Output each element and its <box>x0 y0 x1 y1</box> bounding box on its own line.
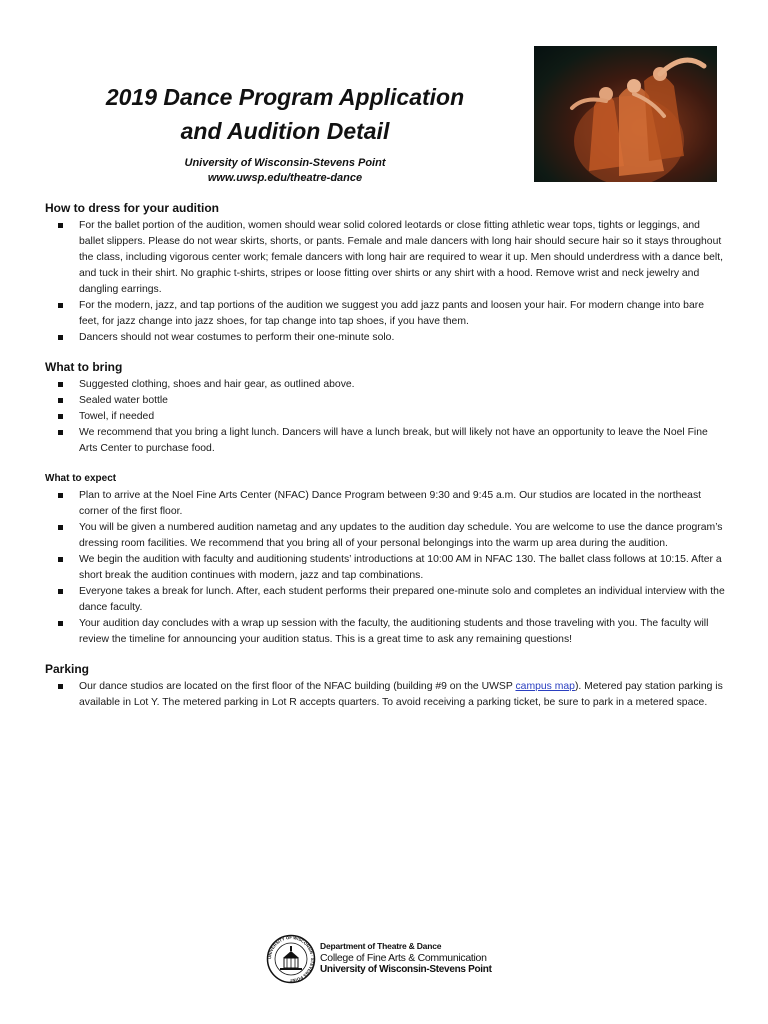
section-heading: What to bring <box>45 360 123 374</box>
university-footer-name: University of Wisconsin-Stevens Point <box>320 964 492 975</box>
bullet-icon <box>58 382 63 387</box>
bullet-icon <box>58 621 63 626</box>
list-item-text: Plan to arrive at the Noel Fine Arts Center (NFAC) Dance Program between 9:30 and 9:45 a.m. Our studios are located in the northeast corner of the first floor. <box>79 490 702 517</box>
document-title-line-1: 2019 Dance Program Application <box>105 84 465 110</box>
list-item <box>45 552 725 584</box>
bullet-icon <box>58 684 63 689</box>
bullet-list <box>45 679 725 711</box>
seal-text: UNIVERSITY OF WISCONSIN · STEVENS POINT <box>266 934 316 984</box>
bullet-list <box>45 377 725 457</box>
website-url: www.uwsp.edu/theatre-dance <box>207 172 363 184</box>
list-item-text: We begin the audition with faculty and auditioning students’ introductions at 10:00 AM in NFAC 130. The ballet class follows at 10:15. After a short break the audition continues with modern, jazz and tap combinations. <box>79 554 722 581</box>
list-item-text: You will be given a numbered audition nametag and any updates to the audition day schedule. You are welcome to use the dance program’s dressing room facilities. We recommend that you bring all of your personal belongings into the warm up area during the audition. <box>79 522 723 549</box>
list-item <box>45 409 725 425</box>
bullet-icon <box>58 398 63 403</box>
list-item-text: Dancers should not wear costumes to perform their one-minute solo. <box>79 332 395 343</box>
bullet-icon <box>58 493 63 498</box>
dancers-photo <box>534 46 717 182</box>
list-item-text: Suggested clothing, shoes and hair gear, as outlined above. <box>79 379 355 390</box>
bullet-icon <box>58 223 63 228</box>
list-item <box>45 298 725 330</box>
section-dress <box>45 200 725 346</box>
list-item <box>45 377 725 393</box>
list-item <box>45 393 725 409</box>
title-block <box>70 80 500 186</box>
list-item-text: For the ballet portion of the audition, women should wear solid colored leotards or close fitting athletic wear tops, tights or leggings, and ballet slippers. Please do not wear skirts, shorts, or pants. Female and male dancers with long hair should secure hair so it stays throughout the class, including vigorous center work; female dancers with long hair are required to wear it up. Men should underdress with a dance belt, and tuck in their shirt. No graphic t-shirts, stripes or loose fitting over shirts or any shirt with a hood. Remove wrist and neck jewelry and dangling earrings. <box>79 220 723 295</box>
list-item <box>45 330 725 346</box>
bullet-list <box>45 218 725 346</box>
list-item-text: Our dance studios are located on the first floor of the NFAC building (building #9 on the UWSP <box>79 681 516 692</box>
list-item-text: Your audition day concludes with a wrap up session with the faculty, the auditioning students and those traveling with you. The faculty will review the timeline for announcing your audition status. This is a great time to ask any remaining questions! <box>79 618 709 645</box>
university-name: University of Wisconsin-Stevens Point <box>184 157 386 169</box>
section-parking <box>45 661 725 711</box>
department-name: Department of Theatre & Dance <box>320 941 442 951</box>
bullet-icon <box>58 335 63 340</box>
section-expect <box>45 470 725 648</box>
list-item-text: For the modern, jazz, and tap portions of the audition we suggest you add jazz pants and loosen your hair. For modern change into bare feet, for jazz change into jazz shoes, for tap change into tap shoes, if you have them. <box>79 300 704 327</box>
bullet-icon <box>58 430 63 435</box>
list-item <box>45 616 725 648</box>
list-item <box>45 520 725 552</box>
list-item <box>45 488 725 520</box>
list-item-text: We recommend that you bring a light lunch. Dancers will have a lunch break, but will likely not have an opportunity to leave the Noel Fine Arts Center to purchase food. <box>79 427 708 454</box>
bullet-icon <box>58 303 63 308</box>
section-heading: What to expect <box>45 473 117 484</box>
university-seal-icon <box>266 934 316 984</box>
list-item-text: Sealed water bottle <box>79 395 168 406</box>
campus-map-link[interactable]: campus map <box>515 681 575 692</box>
document-title-line-2: and Audition Detail <box>180 118 390 144</box>
bullet-icon <box>58 557 63 562</box>
dancers-illustration <box>534 46 717 182</box>
bullet-icon <box>58 525 63 530</box>
bullet-icon <box>58 414 63 419</box>
section-heading: How to dress for your audition <box>45 201 220 215</box>
list-item <box>45 679 725 711</box>
college-name: College of Fine Arts & Communication <box>320 952 487 964</box>
footer-logo <box>266 934 516 986</box>
list-item-text: ). Metered pay station parking is available in Lot Y. The metered parking in Lot R accepts quarters. To avoid receiving a parking ticket, be sure to park in a metered space. <box>79 681 723 708</box>
list-item <box>45 218 725 298</box>
document-body <box>45 200 725 724</box>
footer-text <box>320 941 492 976</box>
list-item <box>45 584 725 616</box>
list-item <box>45 425 725 457</box>
bullet-list <box>45 488 725 648</box>
section-bring <box>45 359 725 457</box>
list-item-text: Towel, if needed <box>79 411 155 422</box>
list-item-text: Everyone takes a break for lunch. After, each student performs their prepared one-minute solo and completes an individual interview with the dance faculty. <box>79 586 725 613</box>
section-heading: Parking <box>45 662 90 676</box>
bullet-icon <box>58 589 63 594</box>
